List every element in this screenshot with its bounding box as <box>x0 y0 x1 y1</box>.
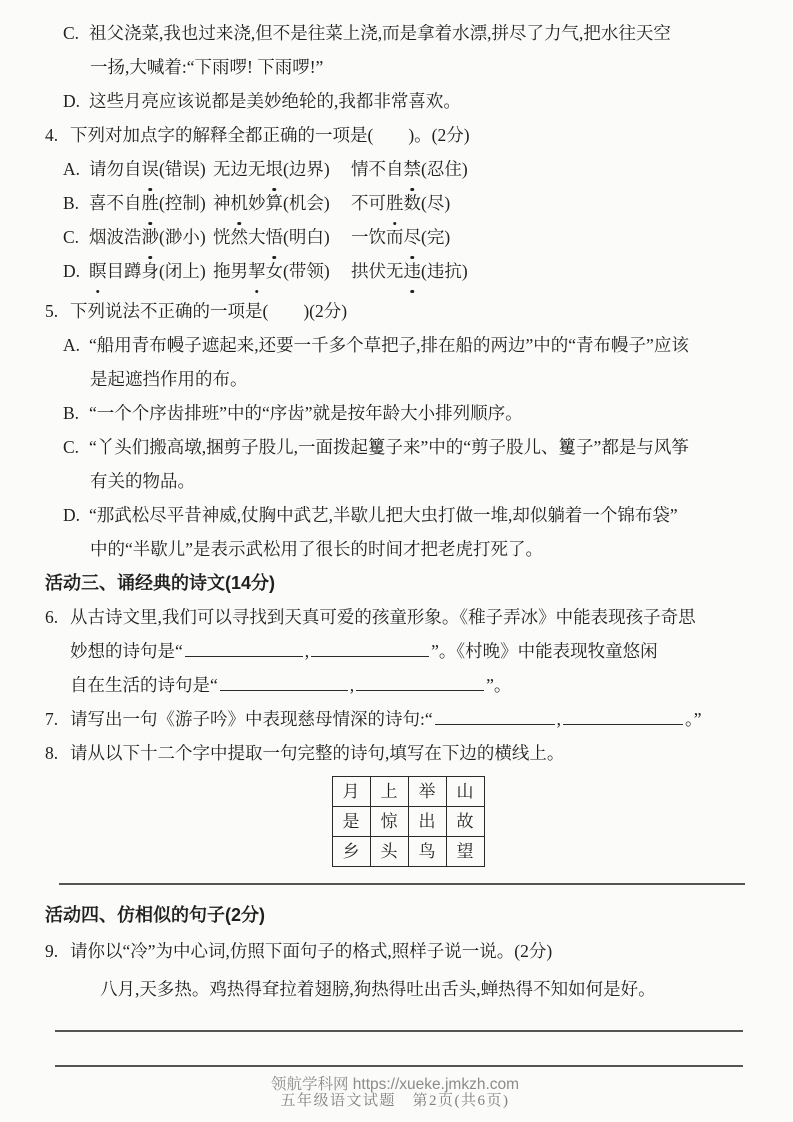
q7-pre: 请写出一句《游子吟》中表现慈母情深的诗句:“ <box>70 709 433 729</box>
q8-grid-wrap <box>45 776 745 867</box>
q4-phrase <box>213 152 351 186</box>
grid-cell: 乡 <box>332 837 370 867</box>
grid-cell: 月 <box>332 777 370 807</box>
q8-answer-line <box>59 883 745 885</box>
char: ( <box>421 261 427 281</box>
char: 闭 <box>164 261 183 281</box>
q5-option-c-text1: “丫头们搬高墩,捆剪子股儿,一面拨起籰子来”中的“剪子股儿、籰子”都是与风筝 <box>89 437 689 457</box>
char: 大 <box>248 227 266 247</box>
page-number-info: 五年级语文试题 第2页(共6页) <box>280 1093 510 1109</box>
q5-option-b-line1 <box>45 396 745 430</box>
q9-answer-line-1 <box>55 1030 743 1032</box>
q4-phrase <box>213 186 351 220</box>
char: ( <box>421 159 427 179</box>
character-grid <box>332 776 485 867</box>
q5-option-c-line2: 有关的物品。 <box>90 471 195 491</box>
q7-blank-1 <box>435 707 555 726</box>
grid-cell: 举 <box>408 777 446 807</box>
q8-stem <box>45 736 745 770</box>
q6-blank-3 <box>220 673 348 692</box>
watermark-url: 领航学科网 https://xueke.jmkzh.com <box>270 1076 520 1093</box>
char: 勿 <box>106 159 124 179</box>
q4-phrase <box>351 220 745 254</box>
char: 女 <box>265 261 283 281</box>
grid-cell: 鸟 <box>408 837 446 867</box>
char: 制 <box>182 193 200 213</box>
q4-row-a-label: A. <box>63 159 81 179</box>
q6-line2-post: ”。《村晚》中能表现牧童悠闲 <box>431 641 658 661</box>
char: 领 <box>306 261 324 281</box>
q4-row-d-label: D. <box>63 261 81 281</box>
q7-line <box>45 702 745 736</box>
emphasized-char: 挈 <box>248 254 266 288</box>
char: 一 <box>351 227 369 247</box>
char: 自 <box>124 193 142 213</box>
char: 不 <box>351 193 369 213</box>
char: ( <box>159 227 165 247</box>
q5-option-a-line2: 是起遮挡作用的布。 <box>90 369 248 389</box>
char: ( <box>283 159 289 179</box>
q6-line1 <box>45 600 745 634</box>
grid-cell: 望 <box>446 837 484 867</box>
emphasized-char: 瞑 <box>89 254 107 288</box>
char: 小 <box>182 227 200 247</box>
char: 界 <box>306 159 324 179</box>
grid-row <box>332 777 484 807</box>
q4-phrase <box>351 254 745 288</box>
q4-phrase <box>89 186 213 220</box>
char: 自 <box>124 159 142 179</box>
char: 算 <box>265 193 283 213</box>
q4-phrase <box>351 152 745 186</box>
grid-cell: 出 <box>408 807 446 837</box>
option-d-text: 这些月亮应该说都是美妙绝轮的,我都非常喜欢。 <box>89 91 461 111</box>
char: ) <box>199 159 206 179</box>
q6-line3-mid: , <box>349 675 355 695</box>
char: ) <box>199 193 206 213</box>
char: 浩 <box>124 227 142 247</box>
emphasized-char: 尽 <box>404 220 422 254</box>
grid-cell: 是 <box>332 807 370 837</box>
char: ( <box>283 261 289 281</box>
char: ) <box>444 193 451 213</box>
option-c-line1 <box>45 16 745 50</box>
q4-row-a <box>45 152 745 186</box>
emphasized-char: 悟 <box>266 220 284 254</box>
char: 错 <box>164 159 183 179</box>
char: 波 <box>106 227 124 247</box>
char: 拱 <box>351 261 369 281</box>
emphasized-char: 渺 <box>142 220 160 254</box>
char: 烟 <box>89 227 107 247</box>
q5-option-a-label: A. <box>63 335 81 355</box>
char: 控 <box>164 193 183 213</box>
section3-heading: 活动三、诵经典的诗文(14分) <box>45 573 276 593</box>
q5-option-c-line1 <box>45 430 745 464</box>
option-c-label: C. <box>63 23 80 43</box>
grid-cell: 山 <box>446 777 484 807</box>
q6-line3-pre: 自在生活的诗句是“ <box>70 675 218 695</box>
q4-phrase <box>89 254 213 288</box>
char: 拖 <box>213 261 231 281</box>
char: 住 <box>444 159 462 179</box>
q9-stem-text: 请你以“冷”为中心词,仿照下面句子的格式,照样子说一说。(2分) <box>70 941 553 961</box>
q5-option-d-line1 <box>45 498 745 532</box>
char: 自 <box>386 159 404 179</box>
char: 不 <box>106 193 124 213</box>
char: 上 <box>182 261 200 281</box>
grid-cell: 惊 <box>370 807 408 837</box>
q5-number: 5. <box>45 301 59 321</box>
char: ) <box>323 261 330 281</box>
char: 恍 <box>213 227 231 247</box>
q4-row-d <box>45 254 745 288</box>
q5-option-d-line2: 中的“半歇儿”是表示武松用了很长的时间才把老虎打死了。 <box>90 539 544 559</box>
q4-row-c <box>45 220 745 254</box>
char: 目 <box>106 261 124 281</box>
char: ) <box>323 227 330 247</box>
char: 然 <box>230 227 248 247</box>
char: ) <box>323 193 330 213</box>
section4-heading: 活动四、仿相似的句子(2分) <box>45 905 265 925</box>
q8-number: 8. <box>45 743 59 763</box>
char: 而 <box>386 227 404 247</box>
char: ( <box>159 159 165 179</box>
q6-line2-mid: , <box>304 641 310 661</box>
q5-option-d-text1: “那武松尽平昔神威,仗胸中武艺,半歇儿把大虫打做一堆,却似躺着一个锦布袋” <box>89 505 678 525</box>
q5-option-a-line1 <box>45 328 745 362</box>
char: 无 <box>248 159 266 179</box>
option-c-text1: 祖父浇菜,我也过来浇,但不是往菜上浇,而是拿着水漂,拼尽了力气,把水往天空 <box>89 23 671 43</box>
char: 违 <box>426 261 445 281</box>
q9-stem <box>45 934 745 968</box>
q4-phrase <box>213 220 351 254</box>
q7-post: 。” <box>685 709 702 729</box>
char: ( <box>159 193 165 213</box>
q6-line2 <box>45 634 745 668</box>
q4-stem-text: 下列对加点字的解释全都正确的一项是( )。(2分) <box>70 125 470 145</box>
emphasized-char: 禁 <box>404 152 422 186</box>
q7-mid: , <box>556 709 562 729</box>
char: ) <box>461 261 468 281</box>
q4-phrase <box>351 186 745 220</box>
char: ) <box>323 159 330 179</box>
q8-stem-text: 请从以下十二个字中提取一句完整的诗句,填写在下边的横线上。 <box>70 743 565 763</box>
q5-stem <box>45 294 745 328</box>
emphasized-char: 违 <box>404 254 422 288</box>
char: 神 <box>213 193 231 213</box>
char: 男 <box>230 261 248 281</box>
char: 机 <box>288 193 307 213</box>
q5-option-a-text1: “船用青布幔子遮起来,还要一千多个草把子,排在船的两边”中的“青布幔子”应该 <box>89 335 689 355</box>
q6-blank-4 <box>356 673 484 692</box>
char: 尽 <box>426 193 445 213</box>
char: 情 <box>351 159 369 179</box>
char: ) <box>461 159 468 179</box>
char: 不 <box>368 159 386 179</box>
q5-option-d-label: D. <box>63 505 81 525</box>
q6-blank-2 <box>311 639 429 658</box>
q4-phrase <box>89 220 213 254</box>
q7-blank-2 <box>563 707 683 726</box>
char: 可 <box>368 193 386 213</box>
char: 抗 <box>444 261 462 281</box>
q6-line3 <box>45 668 745 702</box>
char: ( <box>283 227 289 247</box>
q9-example-sentence: 八月,天多热。鸡热得耷拉着翅膀,狗热得吐出舌头,蝉热得不知如何是好。 <box>100 979 656 999</box>
q7-number: 7. <box>45 709 59 729</box>
char: ( <box>421 193 427 213</box>
char: 误 <box>182 159 200 179</box>
char: 白 <box>306 227 324 247</box>
option-d-line <box>45 84 745 118</box>
char: 请 <box>89 159 107 179</box>
char: 喜 <box>89 193 107 213</box>
char: 带 <box>288 261 307 281</box>
grid-cell: 故 <box>446 807 484 837</box>
char: ( <box>283 193 289 213</box>
char: ) <box>199 261 206 281</box>
char: 身 <box>141 261 159 281</box>
char: 忍 <box>426 159 445 179</box>
char: 无 <box>386 261 404 281</box>
char: 完 <box>426 227 445 247</box>
char: ) <box>444 227 451 247</box>
char: 数 <box>403 193 421 213</box>
char: 饮 <box>368 227 386 247</box>
char: ( <box>421 227 427 247</box>
q4-row-c-label: C. <box>63 227 80 247</box>
grid-row <box>332 807 484 837</box>
q4-number: 4. <box>45 125 59 145</box>
q4-row-b-label: B. <box>63 193 80 213</box>
char: 边 <box>230 159 248 179</box>
char: 明 <box>288 227 307 247</box>
q4-stem <box>45 118 745 152</box>
char: 渺 <box>164 227 183 247</box>
grid-cell: 上 <box>370 777 408 807</box>
option-c-line2: 一扬,大喊着:“下雨啰! 下雨啰!” <box>90 57 324 77</box>
emphasized-char: 胜 <box>142 186 160 220</box>
q5-option-c-label: C. <box>63 437 80 457</box>
char: 妙 <box>248 193 266 213</box>
q6-number: 6. <box>45 607 59 627</box>
grid-row <box>332 837 484 867</box>
page-footer <box>45 1076 745 1110</box>
q5-option-b-label: B. <box>63 403 80 423</box>
grid-cell: 头 <box>370 837 408 867</box>
char: 无 <box>213 159 231 179</box>
emphasized-char: 垠 <box>266 152 284 186</box>
q5-stem-text: 下列说法不正确的一项是( )(2分) <box>70 301 348 321</box>
q9-number: 9. <box>45 941 59 961</box>
char: ( <box>159 261 165 281</box>
option-d-label: D. <box>63 91 81 111</box>
emphasized-char: 机 <box>231 186 249 220</box>
q5-option-b-text1: “一个个序齿排班”中的“序齿”就是按年龄大小排列顺序。 <box>89 403 523 423</box>
q6-line1-text: 从古诗文里,我们可以寻找到天真可爱的孩童形象。《稚子弄冰》中能表现孩子奇思 <box>70 607 696 627</box>
q6-line3-post: ”。 <box>486 675 512 695</box>
char: 会 <box>306 193 324 213</box>
q4-row-b <box>45 186 745 220</box>
emphasized-char: 误 <box>142 152 160 186</box>
emphasized-char: 胜 <box>386 186 404 220</box>
char: 蹲 <box>124 261 142 281</box>
char: 边 <box>288 159 307 179</box>
char: ) <box>199 227 206 247</box>
q6-blank-1 <box>185 639 303 658</box>
q4-phrase <box>213 254 351 288</box>
q9-answer-line-2 <box>55 1065 743 1067</box>
char: 伏 <box>368 261 386 281</box>
q6-line2-pre: 妙想的诗句是“ <box>70 641 183 661</box>
q4-phrase <box>89 152 213 186</box>
